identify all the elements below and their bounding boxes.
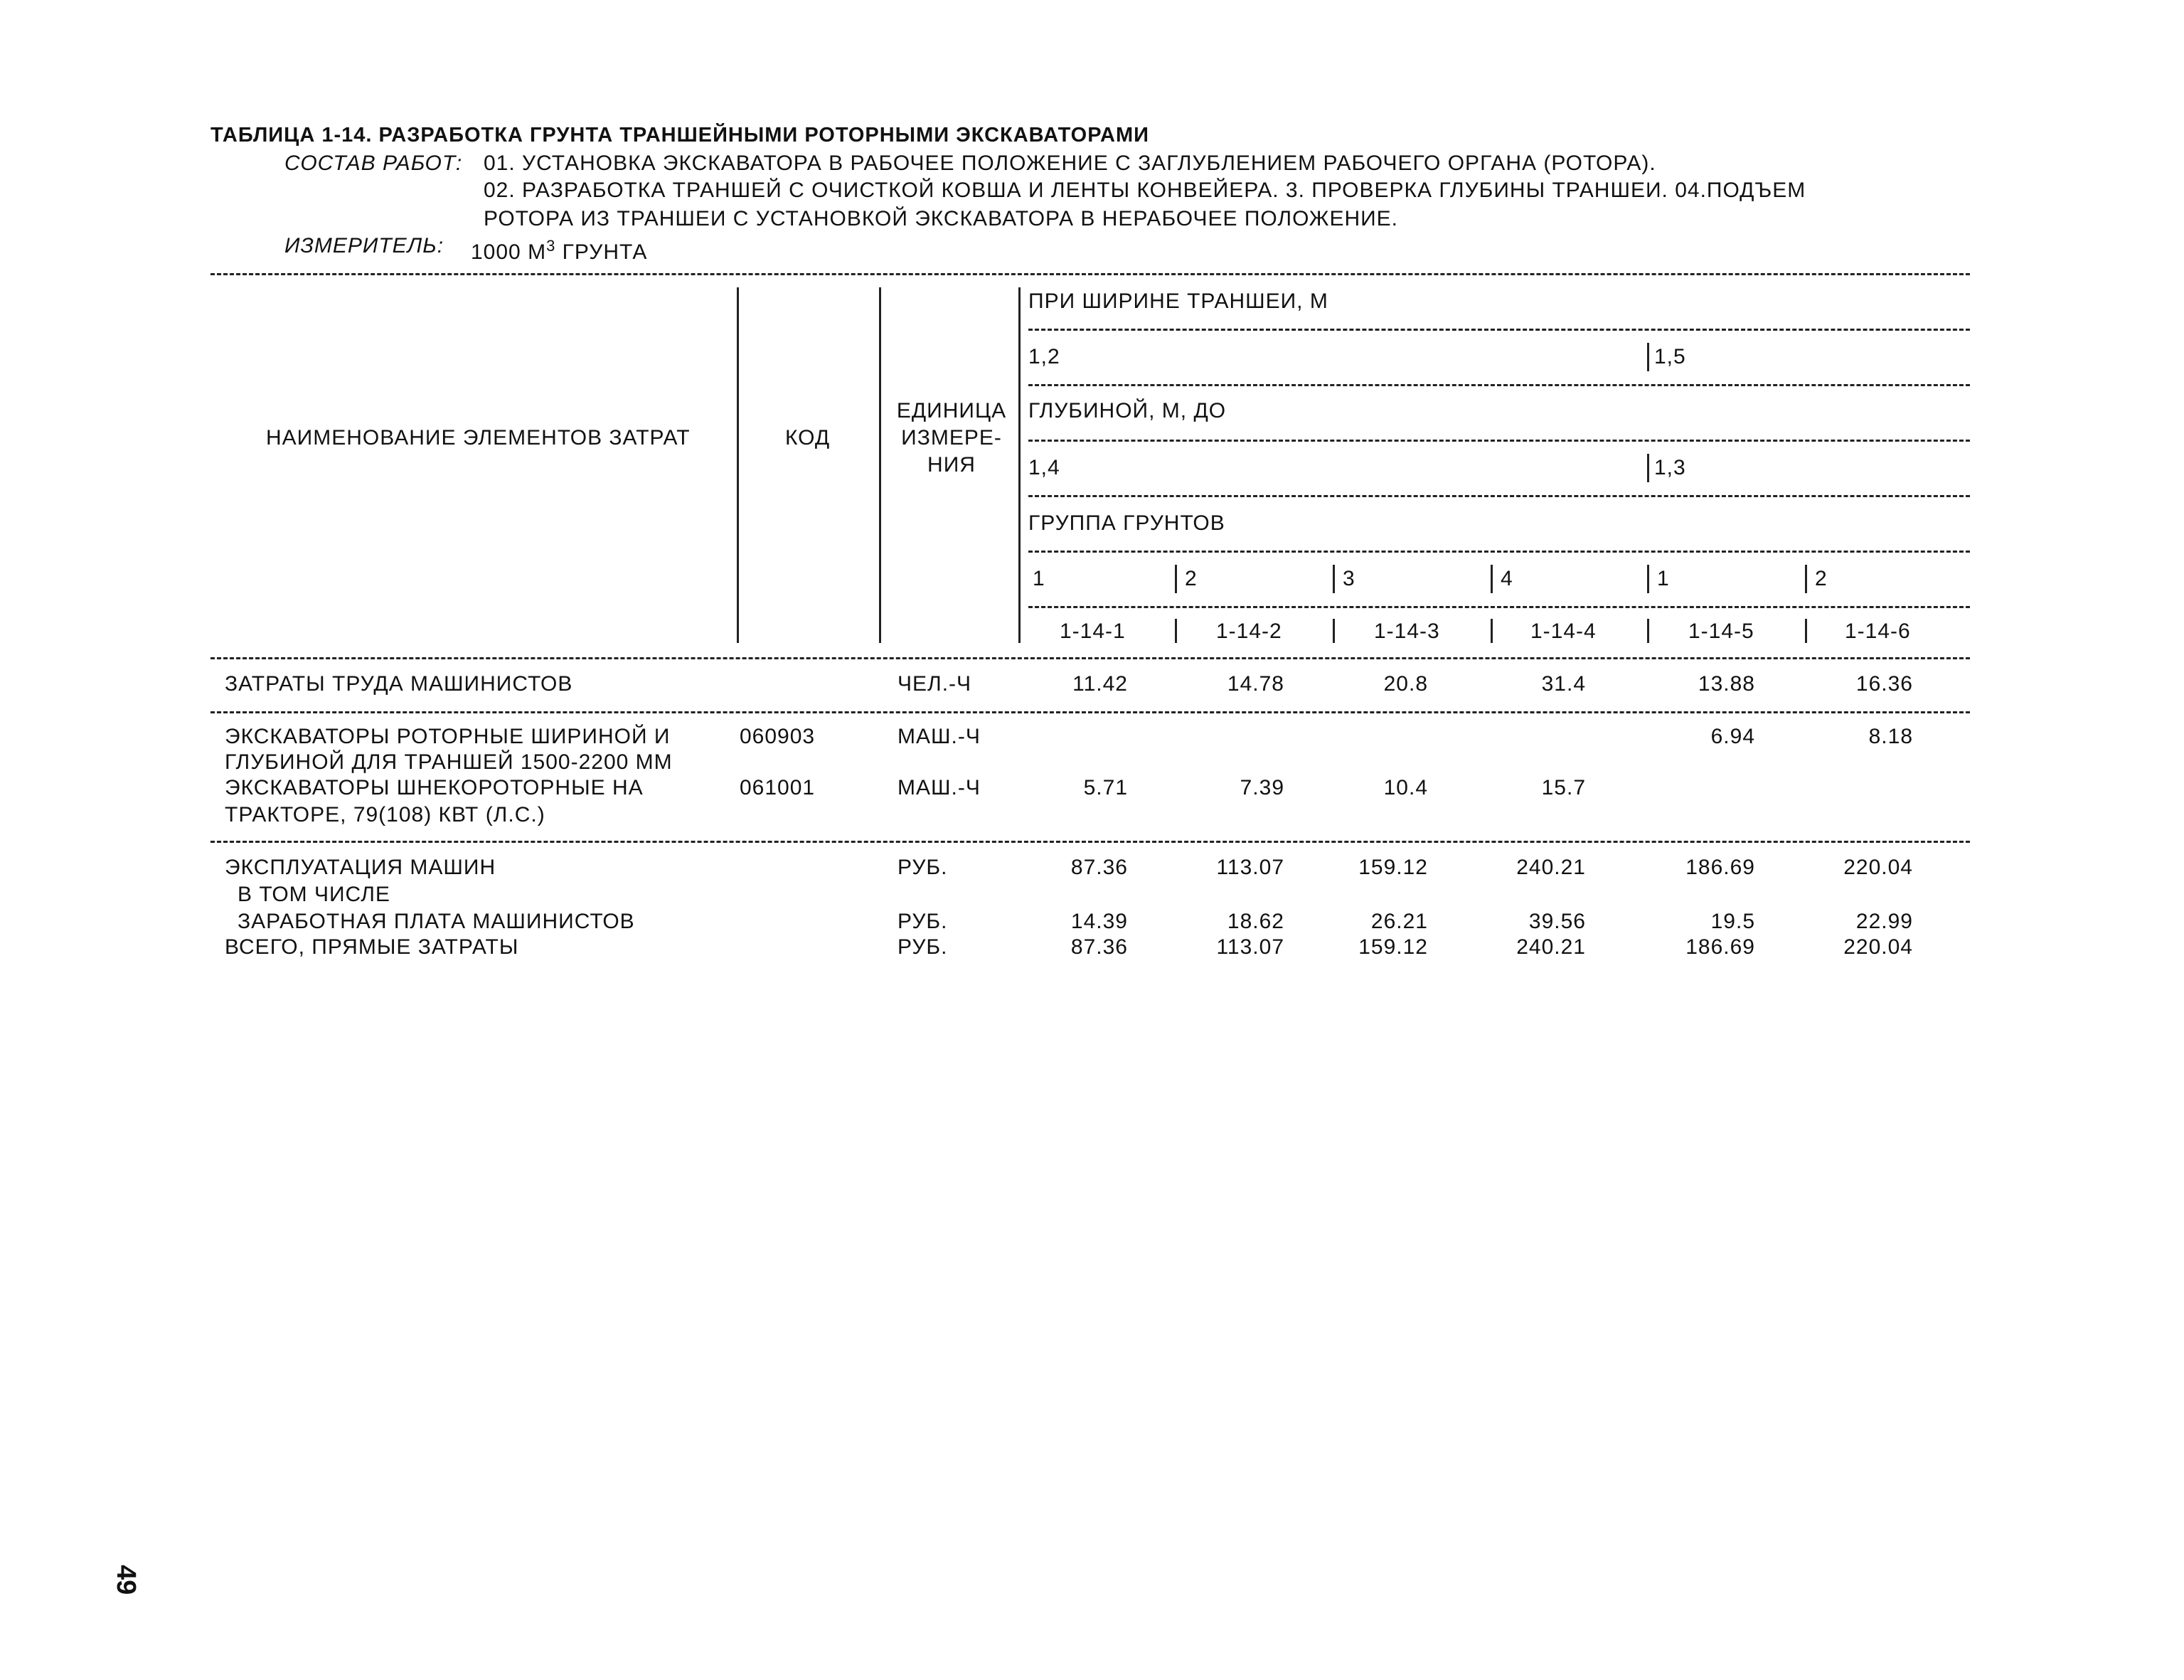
col-code: 1-14-4 — [1530, 620, 1597, 643]
col-code: 1-14-5 — [1688, 620, 1754, 643]
group-num: 4 — [1501, 567, 1513, 590]
row-unit: РУБ. — [897, 910, 948, 933]
row-value: 20.8 — [1383, 672, 1428, 696]
col-code: 1-14-3 — [1374, 620, 1440, 643]
row-value: 13.88 — [1698, 672, 1755, 696]
row-name: ЗАРАБОТНАЯ ПЛАТА МАШИНИСТОВ — [238, 910, 635, 933]
group-divider — [1647, 565, 1649, 593]
row-value: 220.04 — [1843, 856, 1913, 879]
group-num: 3 — [1343, 567, 1355, 590]
composition-line-1: 01. УСТАНОВКА ЭКСКАВАТОРА В РАБОЧЕЕ ПОЛОЖЕНИЕ С ЗАГЛУБЛЕНИЕМ РАБОЧЕГО ОРГАНА (РОТОРА). — [484, 151, 1656, 175]
page-number: 49 — [111, 1565, 141, 1595]
col-divider-unit — [1018, 287, 1021, 643]
row-unit: РУБ. — [897, 856, 948, 879]
row-code: 061001 — [740, 776, 816, 799]
col-code: 1-14-1 — [1060, 620, 1126, 643]
header-sep-3 — [1028, 440, 1970, 442]
row-value: 7.39 — [1240, 776, 1284, 799]
row-value: 87.36 — [1070, 856, 1128, 879]
row-value: 19.5 — [1710, 910, 1755, 933]
row-value: 14.39 — [1070, 910, 1128, 933]
row-code: 060903 — [740, 725, 816, 748]
table-title: ТАБЛИЦА 1-14. РАЗРАБОТКА ГРУНТА ТРАНШЕЙНЫМИ РОТОРНЫМИ ЭКСКАВАТОРАМИ — [211, 124, 1149, 147]
header-group-label: ГРУППА ГРУНТОВ — [1028, 511, 1225, 535]
code-divider — [1805, 619, 1807, 643]
header-sep-6 — [1028, 606, 1970, 608]
row-name: ЗАТРАТЫ ТРУДА МАШИНИСТОВ — [225, 672, 573, 696]
header-depth-b: 1,3 — [1654, 456, 1686, 479]
header-name-col: НАИМЕНОВАНИЕ ЭЛЕМЕНТОВ ЗАТРАТ — [266, 426, 691, 450]
row-name: В ТОМ ЧИСЛЕ — [238, 883, 390, 906]
row-value: 186.69 — [1685, 935, 1755, 959]
row-value: 26.21 — [1370, 910, 1428, 933]
header-width-b: 1,5 — [1654, 345, 1686, 368]
row-value: 18.62 — [1227, 910, 1284, 933]
row-name: ВСЕГО, ПРЯМЫЕ ЗАТРАТЫ — [225, 935, 519, 959]
header-width-label: ПРИ ШИРИНЕ ТРАНШЕИ, М — [1028, 289, 1328, 313]
row-value: 159.12 — [1358, 935, 1428, 959]
row-name: ЭКСКАВАТОРЫ РОТОРНЫЕ ШИРИНОЙ И — [225, 725, 671, 748]
row-value: 220.04 — [1843, 935, 1913, 959]
group-num: 2 — [1185, 567, 1198, 590]
group-divider — [1175, 565, 1177, 593]
col-code: 1-14-2 — [1216, 620, 1282, 643]
row-value: 14.78 — [1227, 672, 1284, 696]
header-unit-l1: ЕДИНИЦА — [896, 399, 1007, 422]
header-sep-2 — [1028, 384, 1970, 386]
group-num: 1 — [1033, 567, 1045, 590]
row-value: 22.99 — [1855, 910, 1913, 933]
row-value: 87.36 — [1070, 935, 1128, 959]
row-value: 5.71 — [1083, 776, 1128, 799]
row-name-cont: ГЛУБИНОЙ ДЛЯ ТРАНШЕЙ 1500-2200 ММ — [225, 750, 673, 774]
separator-after-machines — [211, 841, 1970, 843]
code-divider — [1175, 619, 1177, 643]
row-unit: МАШ.-Ч — [897, 725, 981, 748]
row-value: 10.4 — [1383, 776, 1428, 799]
row-name: ЭКСКАВАТОРЫ ШНЕКОРОТОРНЫЕ НА — [225, 776, 644, 799]
row-value: 113.07 — [1216, 935, 1284, 959]
header-code-col: КОД — [785, 426, 831, 450]
group-num: 2 — [1815, 567, 1828, 590]
col-divider-code — [879, 287, 881, 643]
header-width-a: 1,2 — [1028, 345, 1060, 368]
code-divider — [1491, 619, 1493, 643]
composition-line-3: РОТОРА ИЗ ТРАНШЕИ С УСТАНОВКОЙ ЭКСКАВАТОРА В НЕРАБОЧЕЕ ПОЛОЖЕНИЕ. — [484, 207, 1399, 230]
group-divider — [1491, 565, 1493, 593]
header-depth-a: 1,4 — [1028, 456, 1060, 479]
group-divider — [1333, 565, 1335, 593]
row-unit: МАШ.-Ч — [897, 776, 981, 799]
header-depth-label: ГЛУБИНОЙ, М, ДО — [1028, 399, 1227, 422]
row-value: 15.7 — [1541, 776, 1586, 799]
header-unit-l2: ИЗМЕРЕ- — [901, 426, 1002, 450]
group-num: 1 — [1657, 567, 1670, 590]
row-value: 8.18 — [1868, 725, 1913, 748]
separator-top — [211, 273, 1970, 275]
row-value: 113.07 — [1216, 856, 1284, 879]
header-sep-5 — [1028, 551, 1970, 553]
row-value: 16.36 — [1855, 672, 1913, 696]
depth-divider — [1647, 454, 1649, 482]
col-divider-name — [737, 287, 739, 643]
group-divider — [1805, 565, 1807, 593]
measure-label: ИЗМЕРИТЕЛЬ: — [284, 234, 444, 257]
separator-header-bottom — [211, 657, 1970, 659]
row-value: 31.4 — [1541, 672, 1586, 696]
code-divider — [1647, 619, 1649, 643]
composition-label: СОСТАВ РАБОТ: — [284, 151, 463, 175]
row-value: 11.42 — [1072, 672, 1128, 696]
width-divider — [1647, 343, 1649, 371]
header-unit-l3: НИЯ — [927, 453, 976, 477]
row-value: 6.94 — [1710, 725, 1755, 748]
row-value: 159.12 — [1358, 856, 1428, 879]
composition-line-2: 02. РАЗРАБОТКА ТРАНШЕЙ С ОЧИСТКОЙ КОВША И ЛЕНТЫ КОНВЕЙЕРА. 3. ПРОВЕРКА ГЛУБИНЫ ТРАНШЕИ. 04.ПОДЪЕМ — [484, 179, 1806, 202]
separator-after-labour — [211, 711, 1970, 713]
code-divider — [1333, 619, 1335, 643]
measure-value: 1000 $М^3$ ГРУНТА — [471, 237, 648, 264]
row-unit: РУБ. — [897, 935, 948, 959]
header-sep-1 — [1028, 329, 1970, 331]
row-name: ЭКСПЛУАТАЦИЯ МАШИН — [225, 856, 496, 879]
row-value: 240.21 — [1516, 935, 1586, 959]
header-sep-4 — [1028, 495, 1970, 497]
row-value: 240.21 — [1516, 856, 1586, 879]
row-value: 39.56 — [1528, 910, 1586, 933]
row-value: 186.69 — [1685, 856, 1755, 879]
row-name-cont: ТРАКТОРЕ, 79(108) КВТ (Л.С.) — [225, 803, 545, 826]
col-code: 1-14-6 — [1845, 620, 1911, 643]
row-unit: ЧЕЛ.-Ч — [897, 672, 972, 696]
